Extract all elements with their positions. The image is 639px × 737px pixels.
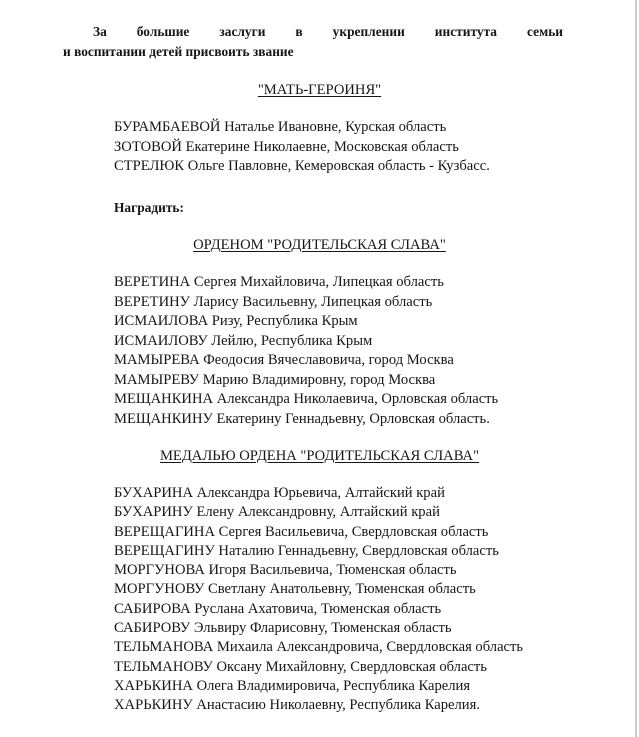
list-item: ТЕЛЬМАНОВА Михаила Александровича, Свердловская область	[114, 639, 524, 656]
list-item: ВЕРЕЩАГИНУ Наталию Геннадьевну, Свердловская область	[114, 542, 499, 559]
list-item: ТЕЛЬМАНОВУ Оксану Михайловну, Свердловская область	[114, 658, 487, 675]
list-item: БУРАМБАЕВОЙ Наталье Ивановне, Курская область	[114, 119, 447, 135]
list-item: МЕЩАНКИНУ Екатерину Геннадьевну, Орловская область.	[114, 410, 490, 427]
list-item: МАМЫРЕВА Феодосия Вячеславовича, город Москва	[114, 352, 454, 368]
list-item: ВЕРЕТИНУ Ларису Васильевну, Липецкая область	[114, 293, 433, 310]
page-edge-divider	[635, 0, 637, 737]
order-recipients-list	[114, 273, 498, 429]
award-label: Наградить:	[114, 200, 184, 215]
mother-heroine-list	[114, 118, 490, 177]
list-item: МОРГУНОВА Игоря Васильевича, Тюменская область	[114, 562, 457, 579]
medal-heading	[0, 446, 639, 466]
list-item: МОРГУНОВУ Светлану Анатольевну, Тюменская область	[114, 581, 476, 598]
list-item: ВЕРЕТИНА Сергея Михайловича, Липецкая область	[114, 274, 444, 290]
list-item: САБИРОВУ Эльвиру Фларисовну, Тюменская область	[114, 620, 452, 637]
list-item: ИСМАИЛОВУ Лейлю, Республика Крым	[114, 332, 373, 349]
list-item: СТРЕЛЮК Ольге Павловне, Кемеровская область - Кузбасс.	[114, 158, 490, 174]
list-item: ЗОТОВОЙ Екатерине Николаевне, Московская область	[114, 138, 459, 155]
list-item: ИСМАИЛОВА Ризу, Республика Крым	[114, 313, 358, 329]
medal-recipients-list	[114, 484, 523, 716]
order-heading	[0, 235, 639, 255]
list-item: САБИРОВА Руслана Ахатовича, Тюменская область	[114, 600, 442, 617]
list-item: МАМЫРЕВУ Марию Владимировну, город Москва	[114, 371, 436, 388]
list-item: БУХАРИНА Александра Юрьевича, Алтайский край	[114, 485, 445, 501]
decree-intro	[63, 22, 563, 61]
intro-line-1: За большие заслуги в укреплении института семьи	[93, 24, 563, 39]
medal-heading-text: МЕДАЛЬЮ ОРДЕНА "РОДИТЕЛЬСКАЯ СЛАВА"	[159, 448, 480, 464]
list-item: ХАРЬКИНА Олега Владимировича, Республика Карелия	[114, 677, 471, 694]
mother-heroine-title-text: "МАТЬ-ГЕРОИНЯ"	[257, 82, 382, 98]
list-item: ХАРЬКИНУ Анастасию Николаевну, Республика Карелия.	[114, 697, 480, 714]
intro-line-2: и воспитании детей присвоить звание	[63, 43, 294, 59]
order-heading-text: ОРДЕНОМ "РОДИТЕЛЬСКАЯ СЛАВА"	[193, 237, 446, 253]
mother-heroine-title	[0, 80, 639, 100]
list-item: ВЕРЕЩАГИНА Сергея Васильевича, Свердловская область	[114, 523, 489, 540]
list-item: БУХАРИНУ Елену Александровну, Алтайский край	[114, 504, 440, 521]
list-item: МЕЩАНКИНА Александра Николаевича, Орловская область	[114, 391, 499, 407]
